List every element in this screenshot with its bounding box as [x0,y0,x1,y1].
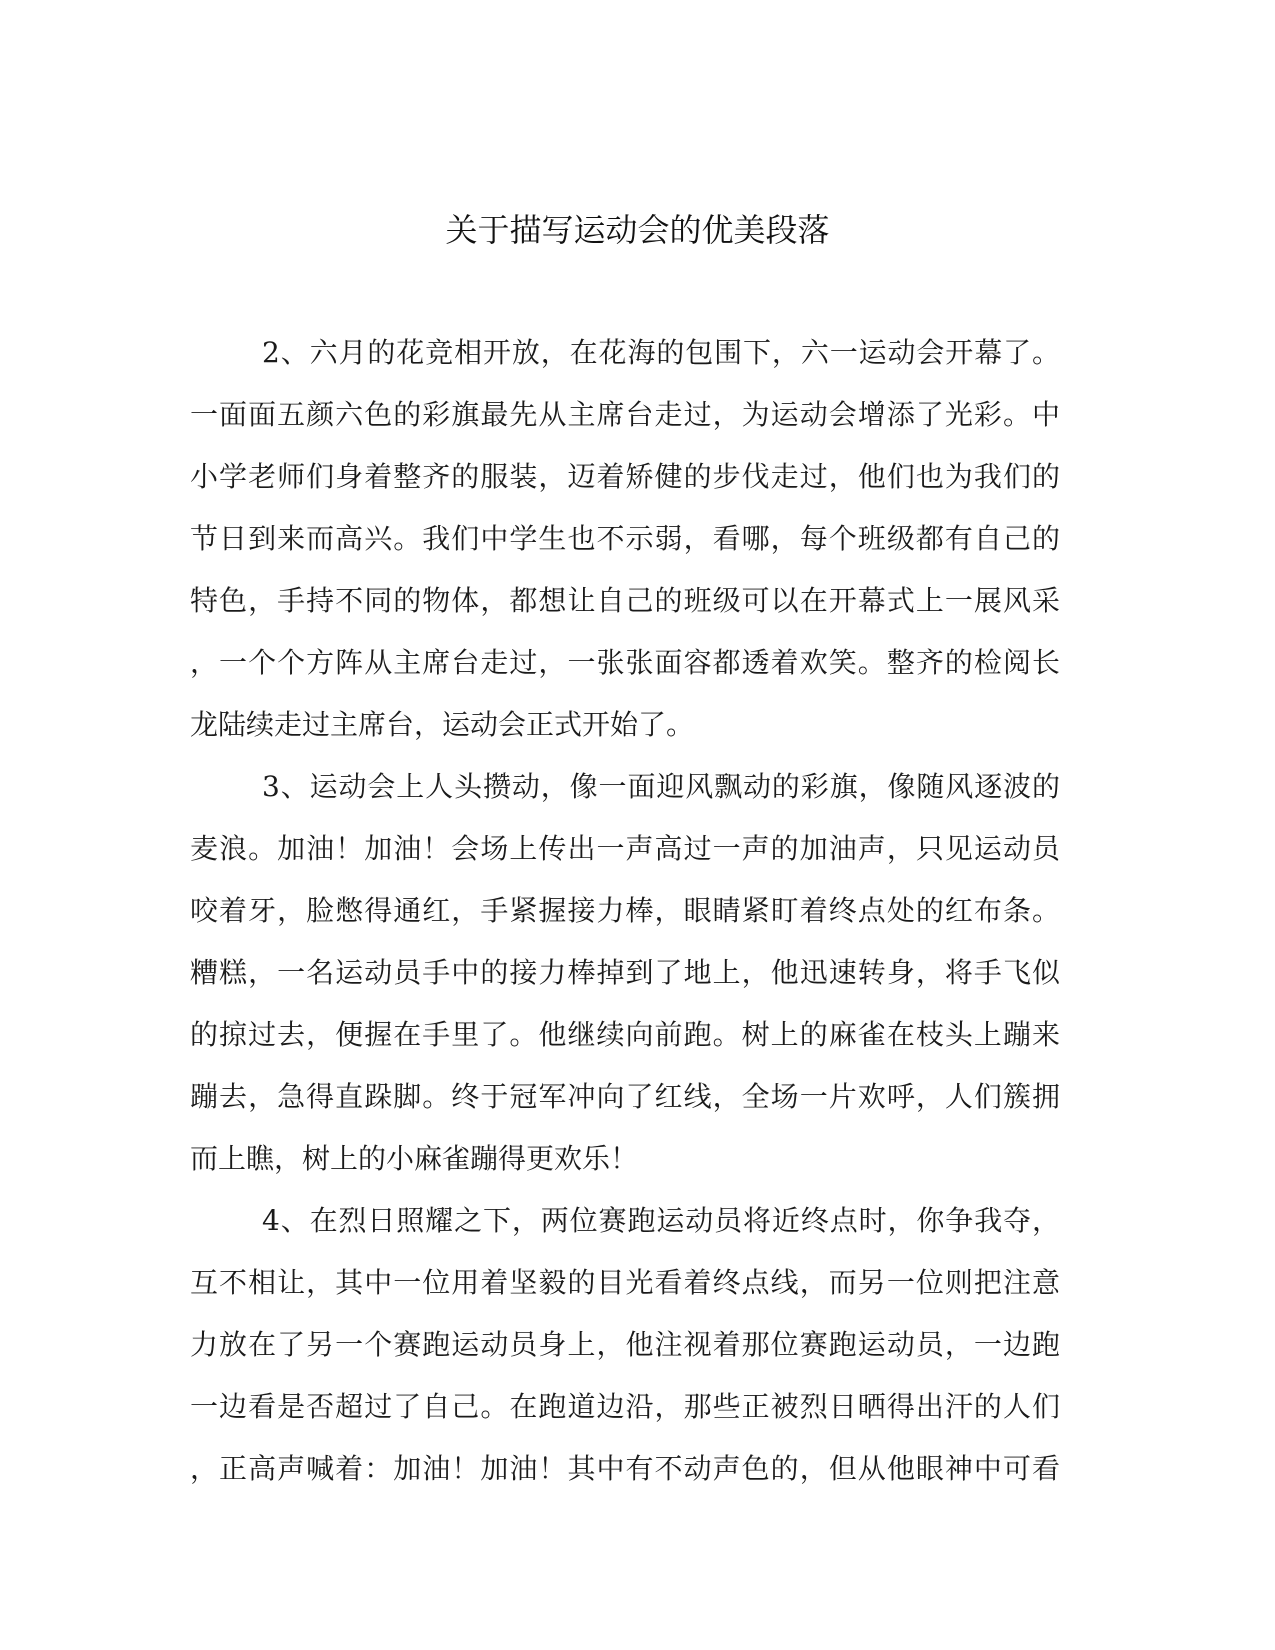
document-title: 关于描写运动会的优美段落 [445,211,830,249]
paragraph-3 [190,756,1060,1190]
paragraph-line: 麦浪。加油！加油！会场上传出一声高过一声的加油声，只见运动员 [190,832,1060,865]
paragraph-4 [190,1190,1060,1500]
paragraph-line: 小学老师们身着整齐的服装，迈着矫健的步伐走过，他们也为我们的 [190,460,1060,493]
paragraph-line: ，一个个方阵从主席台走过，一张张面容都透着欢笑。整齐的检阅长 [190,646,1060,679]
paragraph-line: 2、六月的花竞相开放，在花海的包围下，六一运动会开幕了。 [262,336,1060,369]
paragraph-line: 3、运动会上人头攒动，像一面迎风飘动的彩旗，像随风逐波的 [262,770,1060,803]
paragraph-line: ，正高声喊着：加油！加油！其中有不动声色的，但从他眼神中可看 [190,1452,1060,1485]
paragraph-line: 特色，手持不同的物体，都想让自己的班级可以在开幕式上一展风采 [190,584,1060,617]
paragraph-line: 蹦去，急得直跺脚。终于冠军冲向了红线，全场一片欢呼，人们簇拥 [190,1080,1060,1113]
paragraph-2 [190,322,1060,756]
paragraph-line: 咬着牙，脸憋得通红，手紧握接力棒，眼睛紧盯着终点处的红布条。 [190,894,1060,927]
paragraph-line: 龙陆续走过主席台，运动会正式开始了。 [190,708,695,741]
paragraph-line: 互不相让，其中一位用着坚毅的目光看着终点线，而另一位则把注意 [190,1266,1060,1299]
paragraph-line: 糟糕，一名运动员手中的接力棒掉到了地上，他迅速转身，将手飞似 [190,956,1060,989]
paragraph-line: 节日到来而高兴。我们中学生也不示弱，看哪，每个班级都有自己的 [190,522,1060,555]
paragraph-line: 一面面五颜六色的彩旗最先从主席台走过，为运动会增添了光彩。中 [190,398,1060,431]
paragraph-line: 力放在了另一个赛跑运动员身上，他注视着那位赛跑运动员，一边跑 [190,1328,1060,1361]
paragraph-line: 一边看是否超过了自己。在跑道边沿，那些正被烈日晒得出汗的人们 [190,1390,1060,1423]
document-body [190,322,1060,1500]
paragraph-line: 4、在烈日照耀之下，两位赛跑运动员将近终点时，你争我夺， [262,1204,1060,1237]
paragraph-line: 而上瞧，树上的小麻雀蹦得更欢乐！ [190,1142,639,1175]
paragraph-line: 的掠过去，便握在手里了。他继续向前跑。树上的麻雀在枝头上蹦来 [190,1018,1060,1051]
